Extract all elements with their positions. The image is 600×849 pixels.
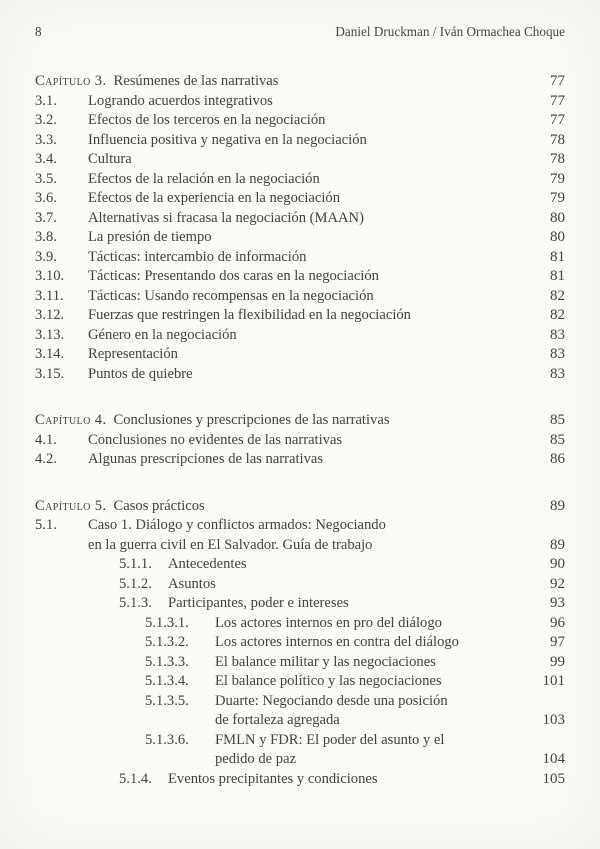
toc-entry-number: 5.1.	[35, 517, 57, 533]
toc-entry-number: 3.14.	[35, 346, 65, 362]
toc-entry-page: 83	[550, 365, 565, 382]
toc-entry	[35, 516, 565, 555]
toc-entry-number: 5.1.2.	[119, 575, 152, 592]
toc-entry-title-line: Alternativas si fracasa la negociación (MAAN)	[88, 209, 364, 226]
toc-entry-number: 3.6.	[35, 190, 57, 206]
toc-entry-title	[88, 209, 535, 229]
toc-entry-title	[88, 189, 535, 209]
toc-entry-title	[88, 431, 535, 451]
toc-entry	[35, 267, 565, 287]
toc-entry	[35, 92, 565, 112]
toc-entry-title-line: Género en la negociación	[88, 326, 237, 343]
toc-entry-title	[215, 731, 535, 770]
toc-entry-page: 77	[550, 92, 565, 109]
toc-entry	[35, 770, 565, 790]
toc-entry-title	[215, 672, 535, 692]
toc-entry-title	[215, 633, 535, 653]
toc-entry-title	[88, 111, 535, 131]
toc-entry-page: 89	[550, 497, 565, 514]
toc-entry-page: 90	[550, 556, 565, 572]
toc-entry-page: 86	[550, 451, 565, 467]
toc-entry	[35, 326, 565, 346]
toc-entry	[35, 248, 565, 268]
toc-entry-title-line: El balance militar y las negociaciones	[215, 653, 436, 670]
toc-entry-title	[88, 345, 535, 365]
toc-entry-number: 3.3.	[35, 131, 57, 148]
toc-entry	[35, 411, 565, 431]
toc-entry	[35, 692, 565, 731]
toc-entry-number: 3.4.	[35, 151, 57, 167]
toc-entry-number: 3.15.	[35, 365, 65, 382]
toc-entry-number: 3.9.	[35, 248, 57, 265]
toc-entry-page: 97	[550, 634, 565, 650]
toc-entry-title	[168, 555, 535, 575]
toc-entry-title-line: Tácticas: Presentando dos caras en la negociación	[88, 268, 379, 284]
toc-entry-title	[168, 770, 535, 790]
toc-entry-page: 82	[550, 307, 565, 323]
toc-entry-title	[88, 450, 535, 470]
toc-entry-title-line: Efectos de los terceros en la negociación	[88, 112, 326, 128]
toc-entry	[35, 131, 565, 151]
toc-entry-title-line: Los actores internos en contra del diálogo	[215, 634, 459, 650]
toc-entry-title	[215, 653, 535, 673]
toc-entry-title-line: Tácticas: Usando recompensas en la negociación	[88, 287, 374, 304]
toc-entry-number: 3.10.	[35, 268, 65, 284]
toc-entry-number: 3.1.	[35, 92, 57, 109]
toc-entry-title-line: Los actores internos en pro del diálogo	[215, 614, 442, 631]
toc-entry-title-line: Casos prácticos	[113, 497, 205, 514]
toc-entry-number: Capítulo 4.	[35, 412, 107, 428]
toc-entry-number: 3.12.	[35, 307, 65, 323]
toc-entry-title-line: Fuerzas que restringen la flexibilidad en la negociación	[88, 307, 411, 323]
toc-entry-title	[88, 170, 535, 190]
toc-entry	[35, 287, 565, 307]
toc-entry-number: 3.11.	[35, 287, 64, 304]
toc-entry	[35, 306, 565, 326]
toc-entry-title-line: Participantes, poder e intereses	[168, 595, 349, 611]
toc-entry-title-line: Logrando acuerdos integrativos	[88, 92, 273, 109]
toc-entry-page: 79	[550, 170, 565, 187]
page-number: 8	[35, 24, 42, 39]
toc-entry	[35, 150, 565, 170]
toc-entry-page: 78	[550, 131, 565, 148]
toc-entry-page: 96	[550, 614, 565, 631]
toc-entry-title-line: Conclusiones no evidentes de las narrativas	[88, 431, 343, 448]
toc-entry-title-line: Tácticas: intercambio de información	[88, 248, 307, 265]
table-of-contents	[35, 72, 565, 789]
toc-entry-title	[215, 614, 535, 634]
toc-entry-title	[88, 92, 535, 112]
toc-entry-page: 89	[550, 536, 565, 553]
toc-entry-number: 3.7.	[35, 209, 57, 226]
toc-entry-number: 5.1.3.2.	[145, 634, 189, 650]
toc-entry-page: 79	[550, 190, 565, 206]
toc-entry-number: 5.1.3.1.	[145, 614, 189, 631]
toc-entry	[35, 555, 565, 575]
toc-entry-title-line: Influencia positiva y negativa en la negociación	[88, 131, 367, 148]
toc-entry-title-line: Resúmenes de las narrativas	[113, 73, 279, 89]
toc-entry	[35, 72, 565, 92]
toc-entry-number: Capítulo 5.	[35, 497, 107, 514]
toc-entry-title-line: Asuntos	[168, 575, 216, 592]
toc-entry	[35, 731, 565, 770]
toc-entry-page: 81	[550, 248, 565, 265]
toc-entry-number: 5.1.1.	[119, 556, 152, 572]
toc-entry-page: 77	[550, 73, 565, 89]
toc-entry	[35, 209, 565, 229]
toc-entry-page: 82	[550, 287, 565, 304]
toc-entry	[35, 672, 565, 692]
toc-entry-title	[215, 692, 535, 731]
toc-entry-number: 5.1.3.6.	[145, 731, 189, 748]
toc-entry	[35, 170, 565, 190]
toc-entry-page: 85	[550, 431, 565, 448]
toc-entry-page: 77	[550, 112, 565, 128]
toc-entry-title	[88, 267, 535, 287]
toc-entry-number: Capítulo 3.	[35, 73, 107, 89]
toc-entry-title	[88, 516, 535, 555]
toc-entry-page: 81	[550, 268, 565, 284]
toc-entry	[35, 345, 565, 365]
toc-entry-page: 83	[550, 326, 565, 343]
toc-entry-title-line: Efectos de la experiencia en la negociación	[88, 190, 341, 206]
toc-entry-title-line: Duarte: Negociando desde una posición	[215, 692, 448, 709]
toc-entry	[35, 614, 565, 634]
toc-entry	[35, 365, 565, 385]
toc-entry-title	[114, 497, 535, 517]
toc-entry-page: 80	[550, 209, 565, 226]
toc-entry-title	[168, 575, 535, 595]
toc-entry-title	[88, 287, 535, 307]
toc-entry-page: 83	[550, 346, 565, 362]
toc-entry	[35, 431, 565, 451]
toc-entry-title	[168, 594, 535, 614]
toc-entry-title-line: Antecedentes	[168, 556, 247, 572]
toc-entry	[35, 575, 565, 595]
toc-entry	[35, 189, 565, 209]
toc-entry-page: 80	[550, 229, 565, 245]
toc-entry-title-line: Caso 1. Diálogo y conflictos armados: Negociando	[88, 517, 386, 533]
toc-entry-title-line: Efectos de la relación en la negociación	[88, 170, 320, 187]
toc-entry-page: 104	[542, 751, 565, 767]
toc-entry-title-line: pedido de paz	[215, 751, 297, 767]
toc-entry	[35, 450, 565, 470]
toc-entry-title	[88, 248, 535, 268]
toc-entry-title	[114, 411, 535, 431]
toc-entry-title-line: FMLN y FDR: El poder del asunto y el	[215, 731, 445, 748]
toc-entry-title	[88, 150, 535, 170]
toc-entry	[35, 653, 565, 673]
toc-entry-page: 78	[550, 151, 565, 167]
toc-entry-number: 3.8.	[35, 229, 57, 245]
toc-entry-title-line: Algunas prescripciones de las narrativas	[88, 451, 324, 467]
toc-entry-number: 3.5.	[35, 170, 57, 187]
toc-entry-number: 4.2.	[35, 451, 57, 467]
toc-entry-title-line: La presión de tiempo	[88, 229, 212, 245]
toc-entry-title-line: en la guerra civil en El Salvador. Guía de trabajo	[88, 536, 373, 553]
toc-entry-title-line: Puntos de quiebre	[88, 365, 193, 382]
toc-entry-number: 5.1.3.3.	[145, 653, 189, 670]
toc-entry	[35, 111, 565, 131]
toc-entry-page: 85	[550, 412, 565, 428]
toc-entry	[35, 497, 565, 517]
toc-entry-number: 4.1.	[35, 431, 57, 448]
toc-entry-number: 5.1.3.5.	[145, 692, 189, 709]
toc-entry-page: 101	[542, 673, 565, 689]
toc-entry-number: 3.2.	[35, 112, 57, 128]
toc-entry-title-line: de fortaleza agregada	[215, 712, 340, 728]
toc-entry-title-line: Cultura	[88, 151, 132, 167]
toc-entry-page: 99	[550, 653, 565, 670]
page-header	[35, 24, 565, 40]
toc-entry-number: 5.1.3.4.	[145, 673, 189, 689]
toc-entry-title	[88, 306, 535, 326]
toc-entry	[35, 228, 565, 248]
toc-entry-title	[88, 365, 535, 385]
toc-entry-page: 93	[550, 595, 565, 611]
toc-entry	[35, 633, 565, 653]
toc-entry-page: 103	[542, 712, 565, 728]
toc-entry-title	[88, 131, 535, 151]
toc-entry-number: 3.13.	[35, 326, 65, 343]
toc-entry-title-line: Eventos precipitantes y condiciones	[168, 770, 378, 787]
toc-entry-title-line: Conclusiones y prescripciones de las narrativas	[113, 412, 390, 428]
toc-entry-title	[88, 326, 535, 346]
toc-entry-page: 92	[550, 575, 565, 592]
toc-entry-title-line: El balance político y las negociaciones	[215, 673, 442, 689]
toc-entry-number: 5.1.3.	[119, 595, 152, 611]
toc-entry	[35, 594, 565, 614]
toc-entry-page: 105	[542, 770, 565, 787]
toc-entry-title	[88, 228, 535, 248]
toc-entry-title	[114, 72, 535, 92]
running-header-authors: Daniel Druckman / Iván Ormachea Choque	[335, 24, 565, 39]
toc-entry-number: 5.1.4.	[119, 770, 152, 787]
toc-entry-title-line: Representación	[88, 346, 178, 362]
